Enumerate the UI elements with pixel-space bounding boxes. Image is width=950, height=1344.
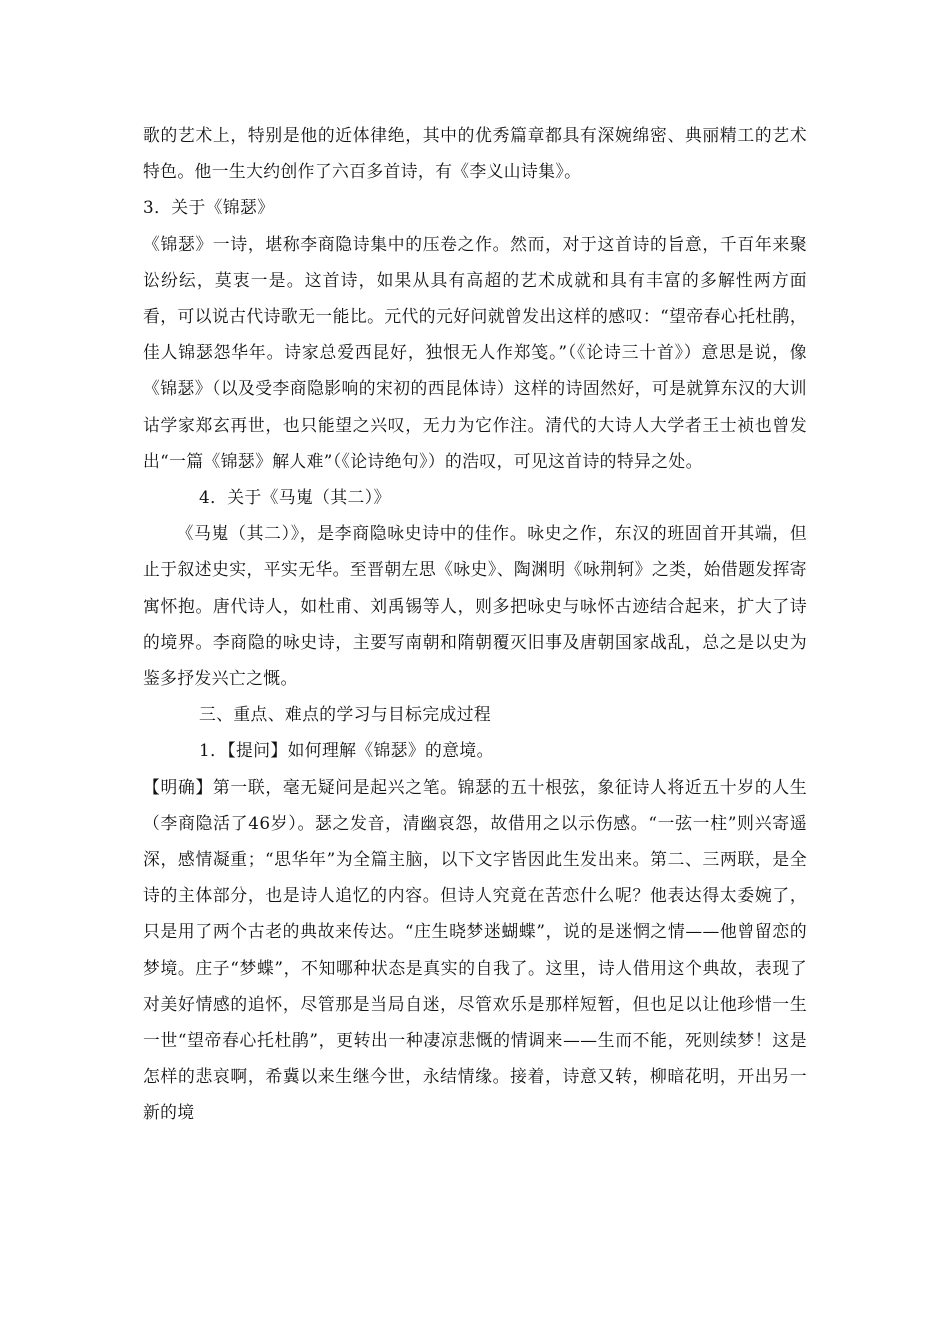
document-body [143, 117, 807, 1131]
question-heading: 1．【提问】如何理解《锦瑟》的意境。 [199, 740, 494, 761]
paragraph-answer: 【明确】第一联，毫无疑问是起兴之笔。锦瑟的五十根弦，象征诗人将近五十岁的人生（李商隐活了46岁）。瑟之发音，清幽哀怨，故借用之以示伤感。“一弦一柱”则兴寄遥深，感情凝重；“思华年”为全篇主脑，以下文字皆因此生发出来。第二、三两联，是全诗的主体部分，也是诗人追忆的内容。但诗人究竟在苦恋什么呢？他表达得太委婉了，只是用了两个古老的典故来传达。“庄生晓梦迷蝴蝶”，说的是迷惘之情——他曾留恋的梦境。庄子“梦蝶”，不知哪种状态是真实的自我了。这里，诗人借用这个典故，表现了对美好情感的追怀，尽管那是当局自迷，尽管欢乐是那样短暂，但也足以让他珍惜一生一世“望帝春心托杜鹃”，更转出一种凄凉悲慨的情调来——生而不能，死则续梦！这是怎样的悲哀啊，希冀以来生继今世，永结情缘。接着，诗意又转，柳暗花明，开出另一新的境 [143, 776, 807, 1123]
section-heading-jinse: 3．关于《锦瑟》 [143, 197, 275, 218]
paragraph-jinse: 《锦瑟》一诗，堪称李商隐诗集中的压卷之作。然而，对于这首诗的旨意，千百年来聚讼纷纭，莫衷一是。这首诗，如果从具有高超的艺术成就和具有丰富的多解性两方面看，可以说古代诗歌无一能比。元代的元好问就曾发出这样的感叹：“望帝春心托杜鹃，佳人锦瑟怨华年。诗家总爱西昆好，独恨无人作郑笺。”（《论诗三十首》）意思是说，像《锦瑟》（以及受李商隐影响的宋初的西昆体诗）这样的诗固然好，可是就算东汉的大训诂学家郑玄再世，也只能望之兴叹，无力为它作注。清代的大诗人大学者王士祯也曾发出“一篇《锦瑟》解人难”（《论诗绝句》）的浩叹，可见这首诗的特异之处。 [143, 233, 807, 471]
paragraph-continuation: 歌的艺术上，特别是他的近体律绝，其中的优秀篇章都具有深婉绵密、典丽精工的艺术特色。他一生大约创作了六百多首诗，有《李义山诗集》。 [143, 125, 807, 182]
paragraph-mawei: 《马嵬（其二）》，是李商隐咏史诗中的佳作。咏史之作，东汉的班固首开其端，但止于叙述史实，平实无华。至晋朝左思《咏史》、陶渊明《咏荆轲》之类，始借题发挥寄寓怀抱。唐代诗人，如杜甫、刘禹锡等人，则多把咏史与咏怀古迹结合起来，扩大了诗的境界。李商隐的咏史诗，主要写南朝和隋朝覆灭旧事及唐朝国家战乱，总之是以史为鉴多抒发兴亡之慨。 [143, 523, 807, 689]
section-heading-mawei: 4．关于《马嵬（其二）》 [199, 487, 391, 508]
section-heading-key-points: 三、重点、难点的学习与目标完成过程 [199, 704, 492, 725]
